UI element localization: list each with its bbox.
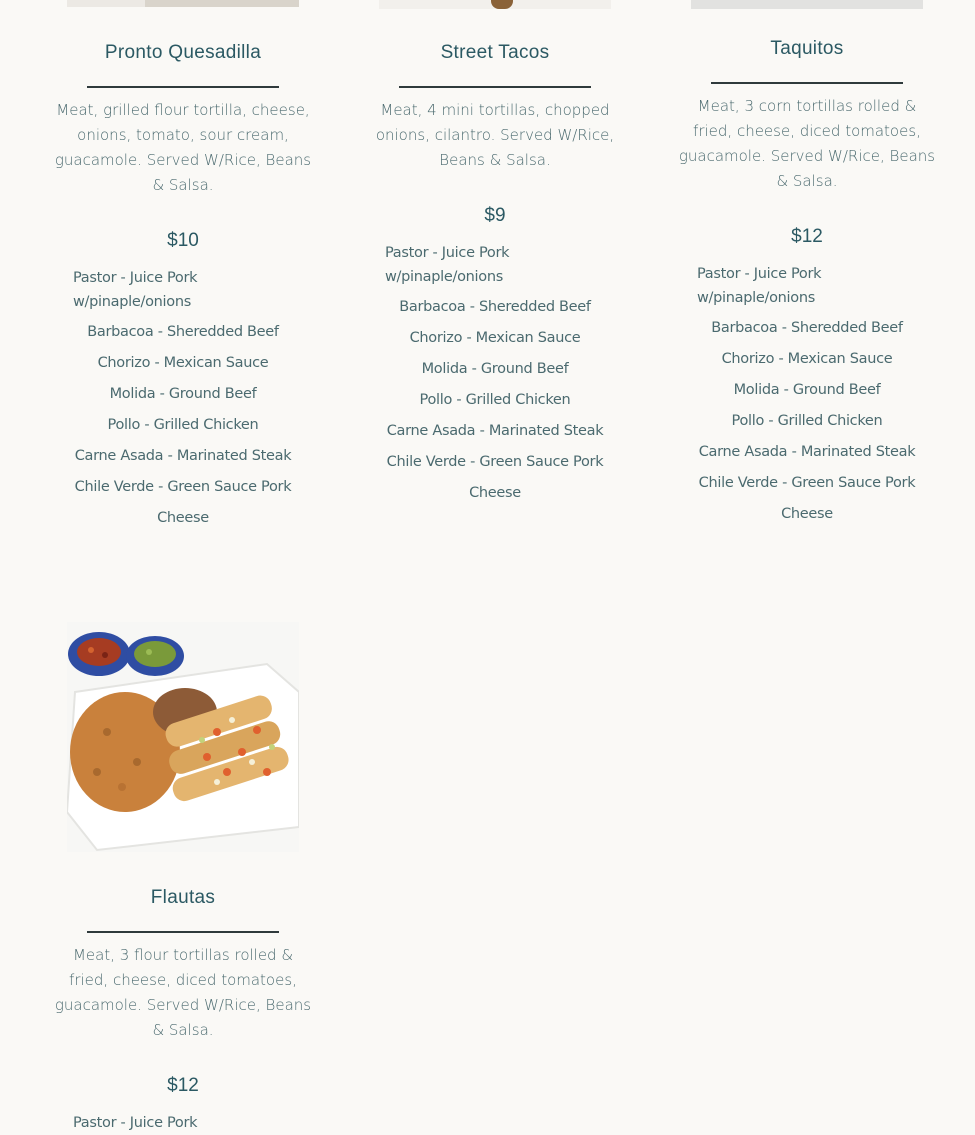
option-item: Cheese [781,506,833,522]
option-item: Chorizo - Mexican Sauce [97,355,269,371]
option-item: Pollo - Grilled Chicken [731,413,883,429]
option-item: Chile Verde - Green Sauce Pork [74,479,292,495]
option-item: Pastor - Juice Pork [73,1115,198,1131]
item-description: Meat, 3 flour tortillas rolled & fried, cheese, diced tomatoes, guacamole. Served W/Rice, Beans & Salsa. [54,946,312,1039]
option-item: Pollo - Grilled Chicken [419,392,571,408]
option-item: Barbacoa - Sheredded Beef [399,299,591,315]
flautas-photo [67,622,299,852]
item-title: Taquitos [770,38,844,59]
meat-options-list [48,266,318,534]
option-item: Pollo - Grilled Chicken [107,417,259,433]
option-item: Chile Verde - Green Sauce Pork [386,454,604,470]
flautas-plate-illustration [67,622,299,852]
menu-card-street-tacos [360,38,630,509]
menu-card-taquitos [672,34,942,530]
option-item: Carne Asada - Marinated Steak [74,448,292,464]
item-price: $10 [167,230,199,251]
option-item: Chorizo - Mexican Sauce [721,351,893,367]
item-title: Street Tacos [440,42,550,63]
street-tacos-photo [379,0,611,9]
option-item: Carne Asada - Marinated Steak [386,423,604,439]
menu-card-pronto-quesadilla [48,38,318,534]
option-item: Pastor - Juice Pork w/pinaple/onions [697,266,822,306]
taquitos-photo [691,0,923,9]
option-item: Barbacoa - Sheredded Beef [87,324,279,340]
option-item: Cheese [469,485,521,501]
item-description: Meat, grilled flour tortilla, cheese, onions, tomato, sour cream, guacamole. Served W/Rice, Beans & Salsa. [54,101,312,194]
option-item: Chile Verde - Green Sauce Pork [698,475,916,491]
item-price: $12 [791,226,823,247]
item-title: Flautas [150,887,216,908]
item-description: Meat, 3 corn tortillas rolled & fried, cheese, diced tomatoes, guacamole. Served W/Rice, Beans & Salsa. [678,97,936,190]
item-description: Meat, 4 mini tortillas, chopped onions, cilantro. Served W/Rice, Beans & Salsa. [375,101,615,169]
option-item: Cheese [157,510,209,526]
meat-options-list [48,1111,318,1135]
option-item: Barbacoa - Sheredded Beef [711,320,903,336]
option-item: Chorizo - Mexican Sauce [409,330,581,346]
meat-options-list [672,262,942,530]
item-price: $12 [167,1075,199,1096]
option-item: Molida - Ground Beef [421,361,569,377]
menu-card-flautas [48,883,318,1135]
option-item: Molida - Ground Beef [109,386,257,402]
option-item: Pastor - Juice Pork w/pinaple/onions [385,245,510,285]
option-item: Pastor - Juice Pork w/pinaple/onions [73,270,198,310]
item-price: $9 [484,205,506,226]
meat-options-list [360,241,630,509]
option-item: Carne Asada - Marinated Steak [698,444,916,460]
option-item: Molida - Ground Beef [733,382,881,398]
quesadilla-photo [67,0,299,7]
item-title: Pronto Quesadilla [104,42,262,63]
